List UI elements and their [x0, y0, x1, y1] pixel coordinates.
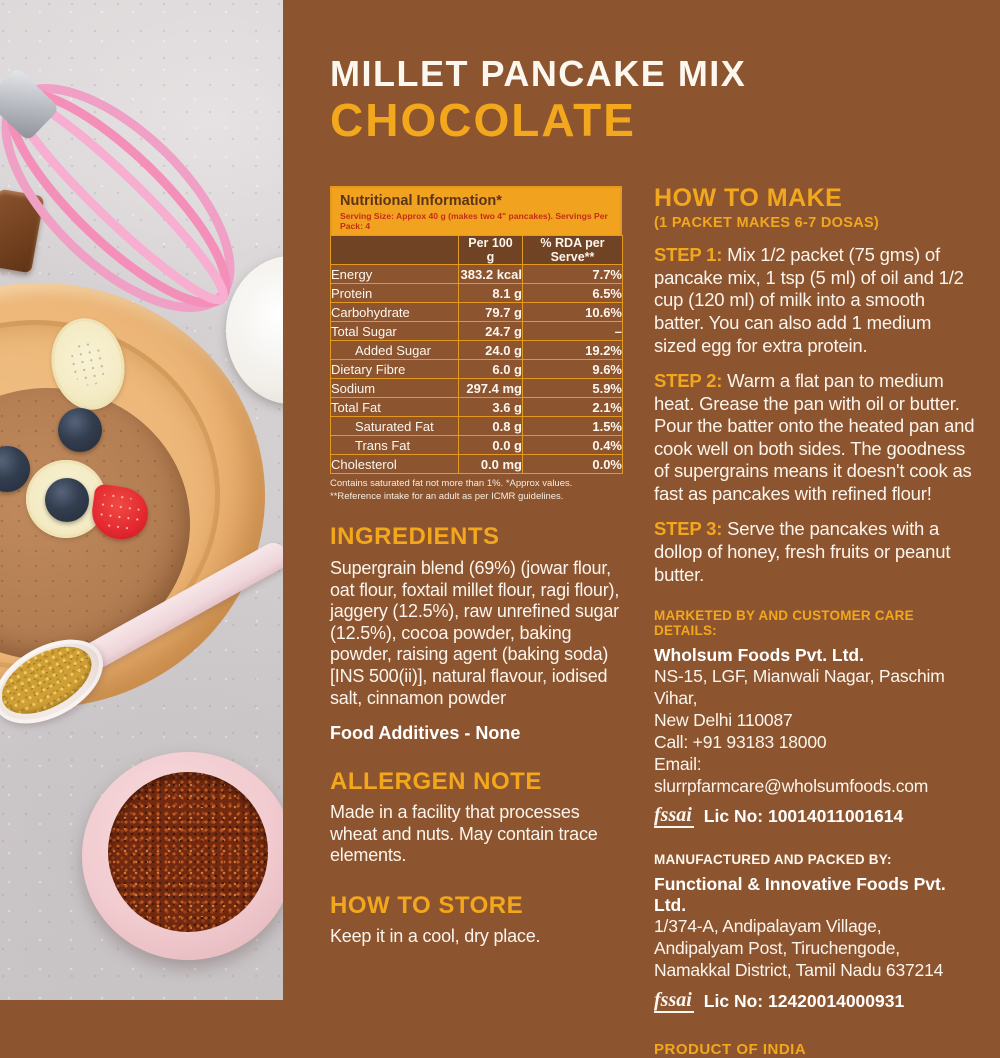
nutrition-footnote: Contains saturated fat not more than 1%. *Approx values. **Reference intake for an adult as per ICMR guidelines.	[330, 478, 573, 502]
step-2	[654, 370, 976, 505]
food-additives-line: Food Additives - None	[330, 723, 521, 744]
table-row	[331, 436, 623, 455]
nutrition-header-band	[330, 186, 622, 235]
left-column	[330, 186, 622, 1058]
manufactured-license-number: Lic No: 12420014000931	[703, 991, 905, 1012]
nutrient-rda: 1.5%	[523, 417, 623, 436]
ingredients-body: Supergrain blend (69%) (jowar flour, oat flour, foxtail millet flour, ragi flour), jaggery (12.5%), raw unrefined sugar (12.5%), cocoa powder, baking powder, raising agent (baking soda) [INS 500(ii)], natural flavour, iodised salt, cinnamon powder	[330, 557, 620, 708]
col-rda: % RDA per Serve**	[523, 236, 623, 265]
manufactured-address-line: Andipalyam Post, Tiruchengode,	[654, 938, 900, 959]
nutrient-per100: 0.0 g	[459, 436, 523, 455]
table-row	[331, 455, 623, 474]
step-2-text: Warm a flat pan to medium heat. Grease the pan with oil or butter. Pour the batter onto the heated pan and cook well on both sides. The goodness of supergrains means it doesn't cook as fast as pancakes with refined flour!	[654, 370, 975, 504]
table-row	[331, 398, 623, 417]
step-2-label: STEP 2:	[654, 370, 723, 392]
manufactured-address-line: Namakkal District, Tamil Nadu 637214	[654, 960, 944, 981]
step-3-label: STEP 3:	[654, 518, 723, 540]
step-1-text: Mix 1/2 packet (75 gms) of pancake mix, 1 tsp (5 ml) of oil and 1/2 cup (120 ml) of milk into a smooth batter. You can also add 1 medium sized egg for extra protein.	[654, 244, 964, 356]
ragi-millet-seeds	[108, 772, 268, 932]
table-row	[331, 379, 623, 398]
how-to-store-header: HOW TO STORE	[330, 891, 524, 919]
table-row	[331, 360, 623, 379]
nutrient-per100: 24.7 g	[459, 322, 523, 341]
product-photo	[0, 0, 283, 1000]
strawberry-seeds	[98, 492, 142, 534]
manufactured-fssai-row	[654, 990, 976, 1013]
nutrient-label: Total Fat	[331, 398, 459, 417]
nutrition-title: Nutritional Information*	[340, 193, 502, 210]
table-row	[331, 417, 623, 436]
manufactured-address-line: 1/374-A, Andipalayam Village,	[654, 916, 882, 937]
nutrition-table	[330, 235, 623, 474]
right-column	[654, 186, 976, 1058]
nutrient-per100: 383.2 kcal	[459, 265, 523, 284]
how-to-store-body: Keep it in a cool, dry place.	[330, 925, 541, 946]
empty-header-cell	[331, 236, 459, 265]
how-to-make-header: HOW TO MAKE	[654, 184, 843, 213]
table-row	[331, 265, 623, 284]
nutrient-label: Cholesterol	[331, 455, 459, 474]
step-1-label: STEP 1:	[654, 244, 723, 266]
marketed-license-number: Lic No: 10014011001614	[703, 806, 904, 827]
nutrient-rda: –	[523, 322, 623, 341]
nutrient-rda: 10.6%	[523, 303, 623, 322]
table-row	[331, 322, 623, 341]
product-of-india: PRODUCT OF INDIA	[654, 1041, 807, 1058]
table-header-row	[331, 236, 623, 265]
marketed-by-header: MARKETED BY AND CUSTOMER CARE DETAILS:	[654, 608, 914, 639]
marketed-email: Email: slurrpfarmcare@wholsumfoods.com	[654, 753, 929, 796]
nutrient-rda: 7.7%	[523, 265, 623, 284]
manufactured-company: Functional & Innovative Foods Pvt. Ltd.	[654, 874, 946, 916]
nutrient-per100: 3.6 g	[459, 398, 523, 417]
table-row	[331, 284, 623, 303]
step-1	[654, 244, 976, 357]
nutrient-label: Energy	[331, 265, 459, 284]
label-panel	[283, 0, 1000, 1058]
product-title: MILLET PANCAKE MIX	[330, 53, 747, 94]
nutrient-label: Saturated Fat	[331, 417, 459, 436]
marketed-fssai-row	[654, 805, 976, 828]
nutrient-label: Sodium	[331, 379, 459, 398]
table-row	[331, 341, 623, 360]
blueberry	[58, 408, 102, 452]
allergen-body: Made in a facility that processes wheat and nuts. May contain trace elements.	[330, 802, 598, 866]
step-3	[654, 518, 976, 586]
nutrient-per100: 6.0 g	[459, 360, 523, 379]
nutrient-label: Trans Fat	[331, 436, 459, 455]
nutrient-rda: 2.1%	[523, 398, 623, 417]
col-per-100g: Per 100 g	[459, 236, 523, 265]
step-3-text: Serve the pancakes with a dollop of honey, fresh fruits or peanut butter.	[654, 518, 951, 585]
nutrient-per100: 0.8 g	[459, 417, 523, 436]
how-to-make-subheader: (1 PACKET MAKES 6-7 DOSAS)	[654, 215, 880, 232]
nutrient-label: Carbohydrate	[331, 303, 459, 322]
nutrient-rda: 19.2%	[523, 341, 623, 360]
nutrient-per100: 0.0 mg	[459, 455, 523, 474]
banana-detail	[67, 339, 110, 389]
table-row	[331, 303, 623, 322]
nutrient-label: Added Sugar	[331, 341, 459, 360]
product-flavour: CHOCOLATE	[330, 94, 636, 146]
ingredients-header: INGREDIENTS	[330, 522, 500, 550]
pink-whisk-icon	[0, 28, 268, 328]
fssai-logo: fssai	[654, 804, 692, 827]
marketed-phone: Call: +91 93183 18000	[654, 731, 827, 752]
marketed-company: Wholsum Foods Pvt. Ltd.	[654, 645, 864, 666]
nutrient-rda: 9.6%	[523, 360, 623, 379]
allergen-header: ALLERGEN NOTE	[330, 768, 542, 796]
manufactured-by-header: MANUFACTURED AND PACKED BY:	[654, 852, 892, 868]
blueberry	[45, 478, 89, 522]
fssai-logo: fssai	[654, 989, 692, 1012]
marketed-address-line: New Delhi 110087	[654, 709, 793, 730]
nutrient-label: Dietary Fibre	[331, 360, 459, 379]
pink-bowl	[82, 752, 283, 960]
marketed-address-line: NS-15, LGF, Mianwali Nagar, Paschim Vihar,	[654, 666, 945, 709]
nutrient-label: Protein	[331, 284, 459, 303]
nutrient-label: Total Sugar	[331, 322, 459, 341]
nutrient-rda: 0.0%	[523, 455, 623, 474]
title-block	[283, 0, 1000, 144]
serving-size-line: Serving Size: Approx 40 g (makes two 4" pancakes). Servings Per Pack: 4	[340, 211, 608, 232]
nutrient-per100: 24.0 g	[459, 341, 523, 360]
nutrient-rda: 5.9%	[523, 379, 623, 398]
nutrient-per100: 79.7 g	[459, 303, 523, 322]
nutrient-per100: 297.4 mg	[459, 379, 523, 398]
nutrient-per100: 8.1 g	[459, 284, 523, 303]
nutrient-rda: 6.5%	[523, 284, 623, 303]
nutrient-rda: 0.4%	[523, 436, 623, 455]
